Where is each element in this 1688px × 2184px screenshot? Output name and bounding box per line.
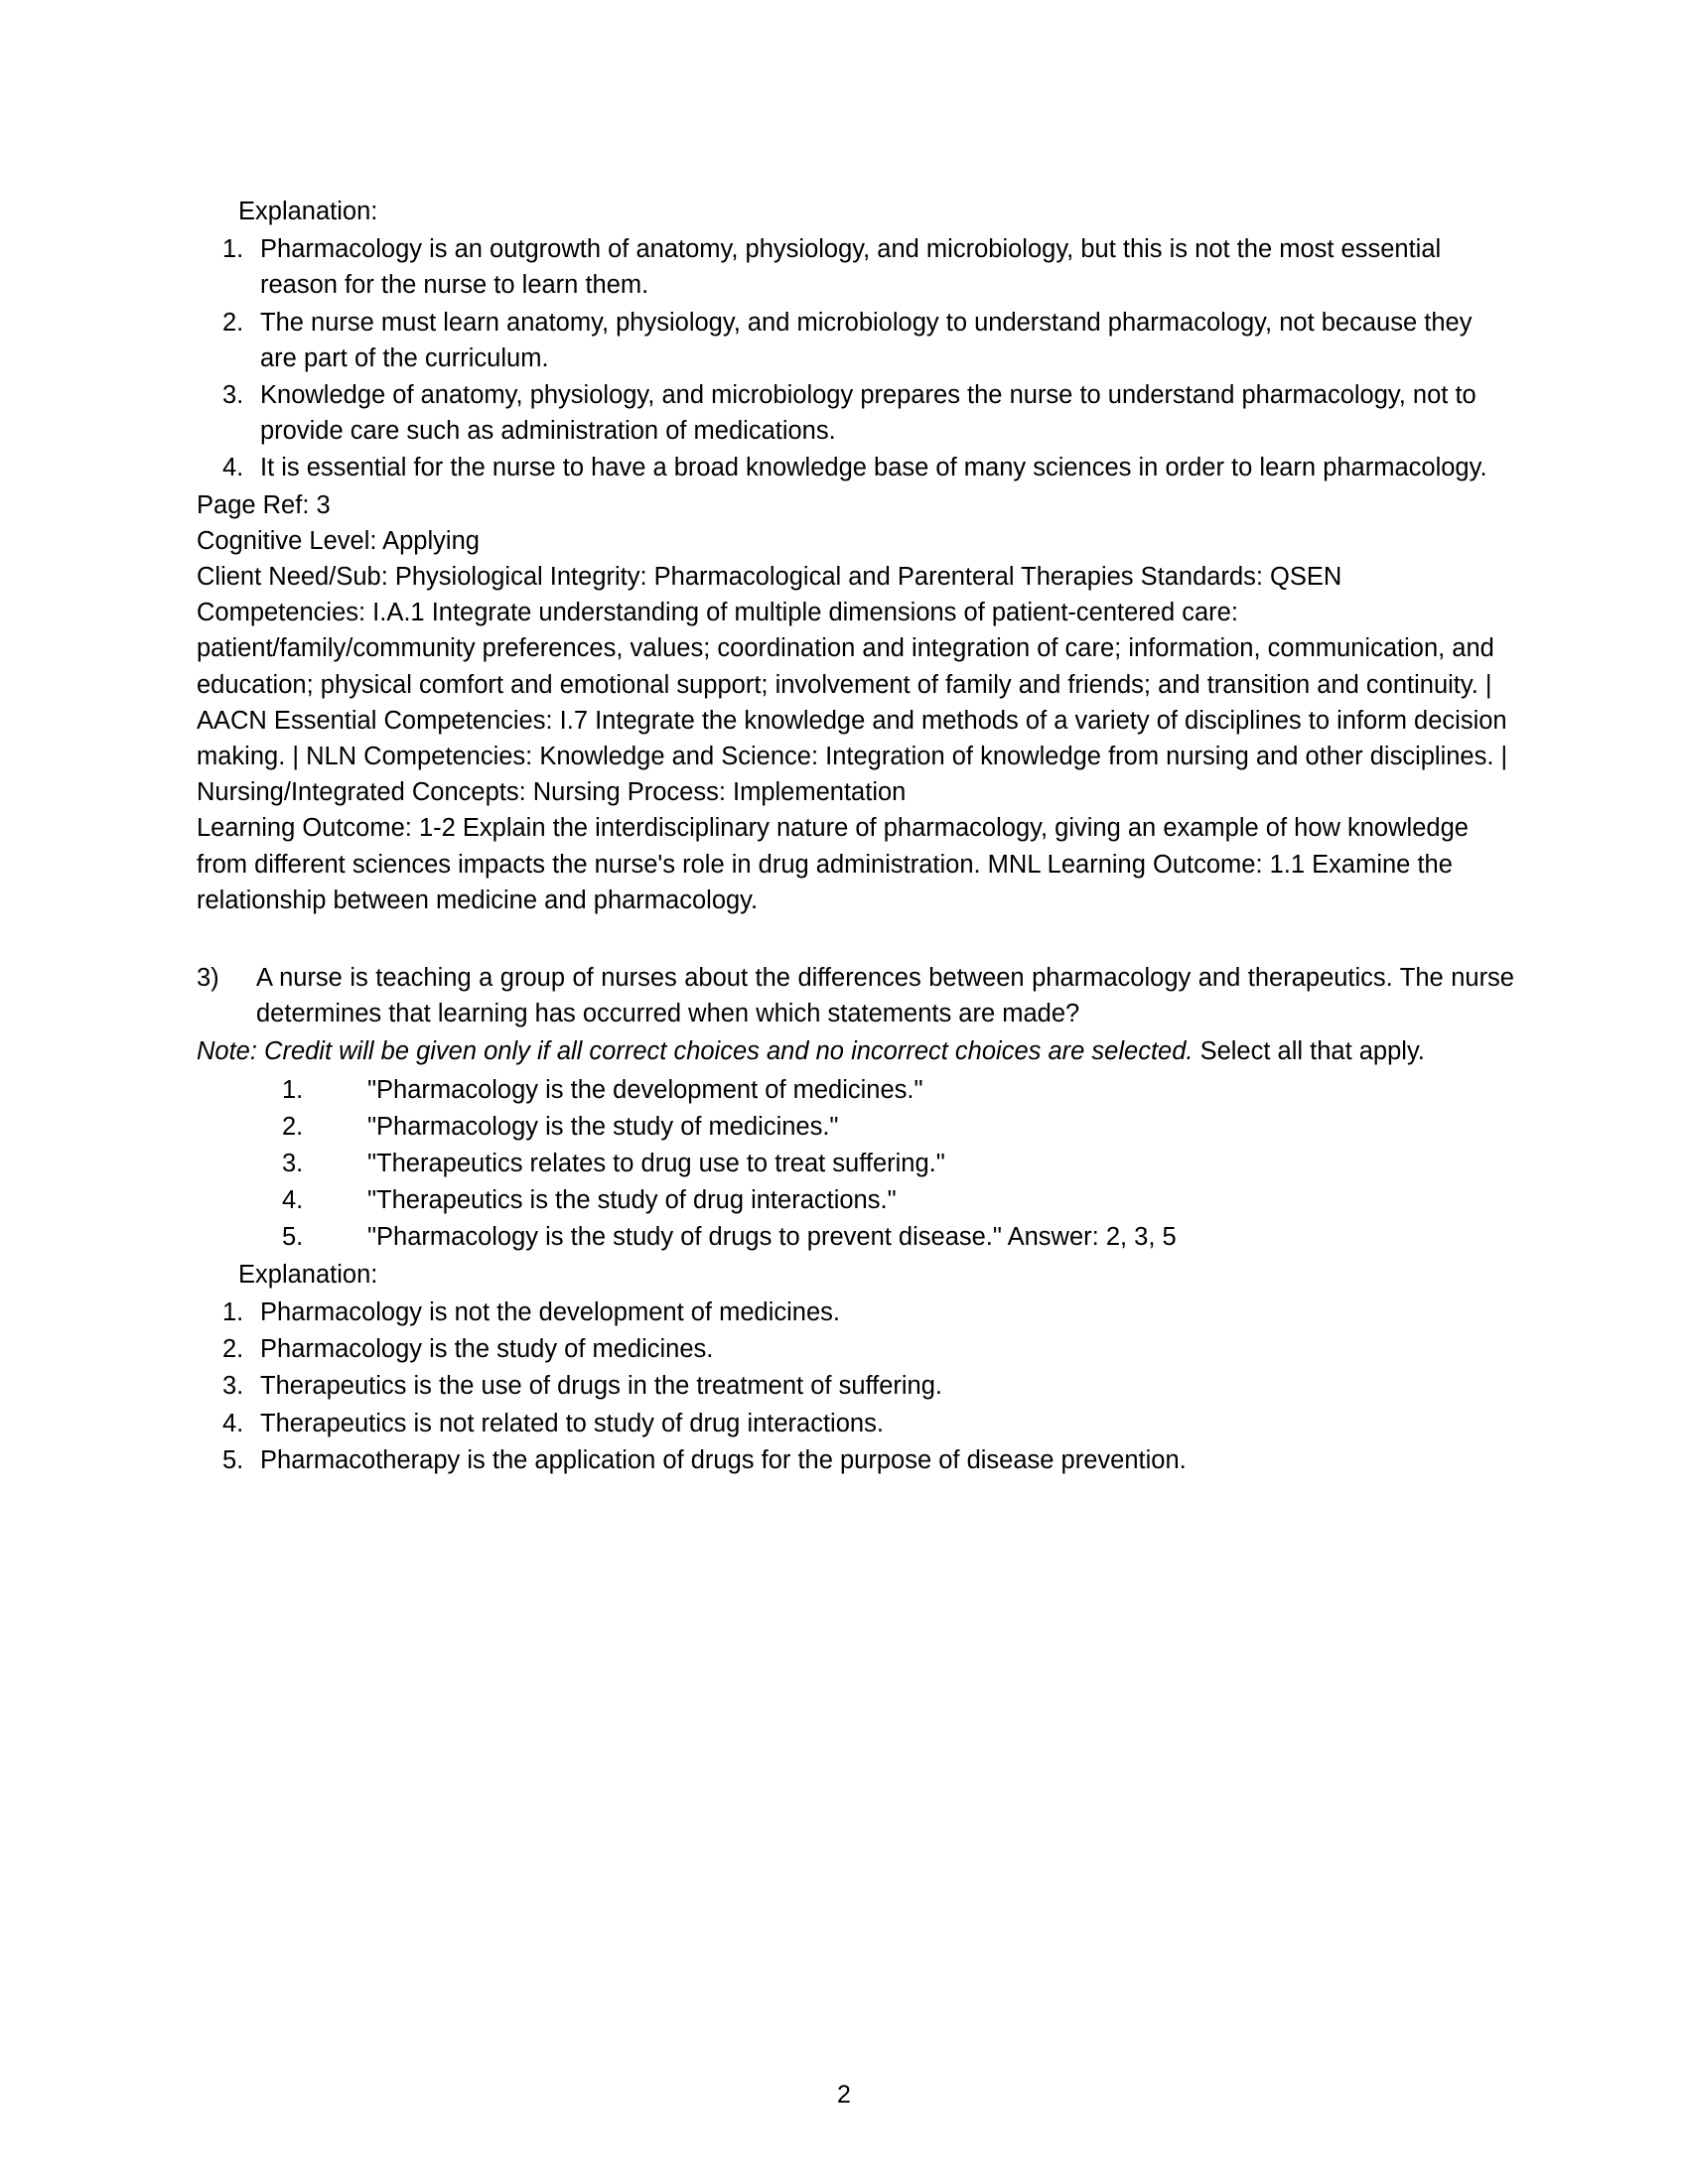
list-item [197,377,1514,449]
list-marker: 3. [222,381,244,410]
list-item-text: Pharmacotherapy is the application of drugs for the purpose of disease prevention. [260,1445,1187,1474]
client-need-standards: Client Need/Sub: Physiological Integrity: Pharmacological and Parenteral Therapies Standards: QSEN Competencies: I.A.1 Integrate understanding of multiple dimensions of patient-centered care: patient/family/community preferences, values; coordination and integration of care; information, communication, and education; physical comfort and emotional support; involvement of family and friends; and transition and continuity. | AACN Essential Competencies: I.7 Integrate the knowledge and methods of a variety of disciplines to inform decision making. | NLN Competencies: Knowledge and Science: Integration of knowledge from nursing and other disciplines. | Nursing/Integrated Concepts: Nursing Process: Implementation [197,563,1508,807]
learning-outcome: Learning Outcome: 1-2 Explain the interdisciplinary nature of pharmacology, giving an example of how knowledge from different sciences impacts the nurse's role in drug administration. MNL Learning Outcome: 1.1 Examine the relationship between medicine and pharmacology. [197,814,1469,914]
list-item-text: "Therapeutics relates to drug use to treat suffering." [367,1150,945,1178]
list-marker: 4. [222,1409,244,1437]
list-marker: 2. [222,1335,244,1364]
list-item-text: Therapeutics is the use of drugs in the treatment of suffering. [260,1372,942,1401]
list-marker: 2. [222,308,244,337]
page-ref: Page Ref: 3 [197,490,331,519]
explanation-label-second: Explanation: [238,1260,378,1289]
list-item-text: Therapeutics is not related to study of drug interactions. [260,1409,884,1437]
cognitive-level: Cognitive Level: Applying [197,526,480,555]
list-item-text: It is essential for the nurse to have a broad knowledge base of many sciences in order to learn pharmacology. [260,454,1487,482]
list-marker: 5. [222,1445,244,1474]
list-marker: 2. [282,1112,304,1141]
list-item[interactable] [197,1146,1514,1181]
explanation-list-first [197,231,1514,485]
list-item[interactable] [197,1219,1514,1255]
question-block [197,960,1514,1031]
page-number: 2 [837,2081,851,2109]
list-marker: 3. [222,1372,244,1401]
question-note-italic: Note: Credit will be given only if all correct choices and no incorrect choices are selected. [197,1037,1194,1066]
metadata-block [197,487,1514,918]
question-number: 3) [197,964,219,993]
list-item [197,1295,1514,1330]
question-choices [197,1072,1514,1256]
list-item [197,231,1514,303]
document-body [197,194,1514,1478]
list-marker: 4. [222,454,244,482]
question-note-rest: Select all that apply. [1193,1037,1425,1066]
list-marker: 1. [222,235,244,264]
list-item[interactable] [197,1109,1514,1145]
list-item-text: "Pharmacology is the study of drugs to prevent disease." Answer: 2, 3, 5 [367,1223,1177,1252]
list-item [197,305,1514,376]
list-item-text: "Pharmacology is the development of medicines." [367,1075,923,1104]
explanation-list-second [197,1295,1514,1478]
list-item-text: Pharmacology is the study of medicines. [260,1335,714,1364]
list-item [197,1368,1514,1404]
list-item-text: Pharmacology is not the development of medicines. [260,1297,840,1326]
list-item [197,1406,1514,1441]
list-item-text: "Pharmacology is the study of medicines." [367,1112,839,1141]
list-item-text: Pharmacology is an outgrowth of anatomy, physiology, and microbiology, but this is not the most essential reason for the nurse to learn them. [260,235,1442,300]
list-marker: 4. [282,1186,304,1215]
list-marker: 1. [222,1297,244,1326]
explanation-label-first: Explanation: [238,198,378,225]
list-item[interactable] [197,1072,1514,1108]
list-item-text: The nurse must learn anatomy, physiology, and microbiology to understand pharmacology, not because they are part of the curriculum. [260,308,1473,372]
question-text: A nurse is teaching a group of nurses about the differences between pharmacology and therapeutics. The nurse determines that learning has occurred when which statements are made? [256,964,1514,1028]
list-marker: 5. [282,1223,304,1252]
list-item [197,1442,1514,1478]
list-item[interactable] [197,1182,1514,1218]
list-item [197,450,1514,485]
list-item-text: Knowledge of anatomy, physiology, and microbiology prepares the nurse to understand pharmacology, not to provide care such as administration of medications. [260,381,1477,446]
list-item [197,1331,1514,1367]
list-marker: 3. [282,1150,304,1178]
question-note [197,1033,1514,1069]
list-marker: 1. [282,1075,304,1104]
list-item-text: "Therapeutics is the study of drug interactions." [367,1186,897,1215]
